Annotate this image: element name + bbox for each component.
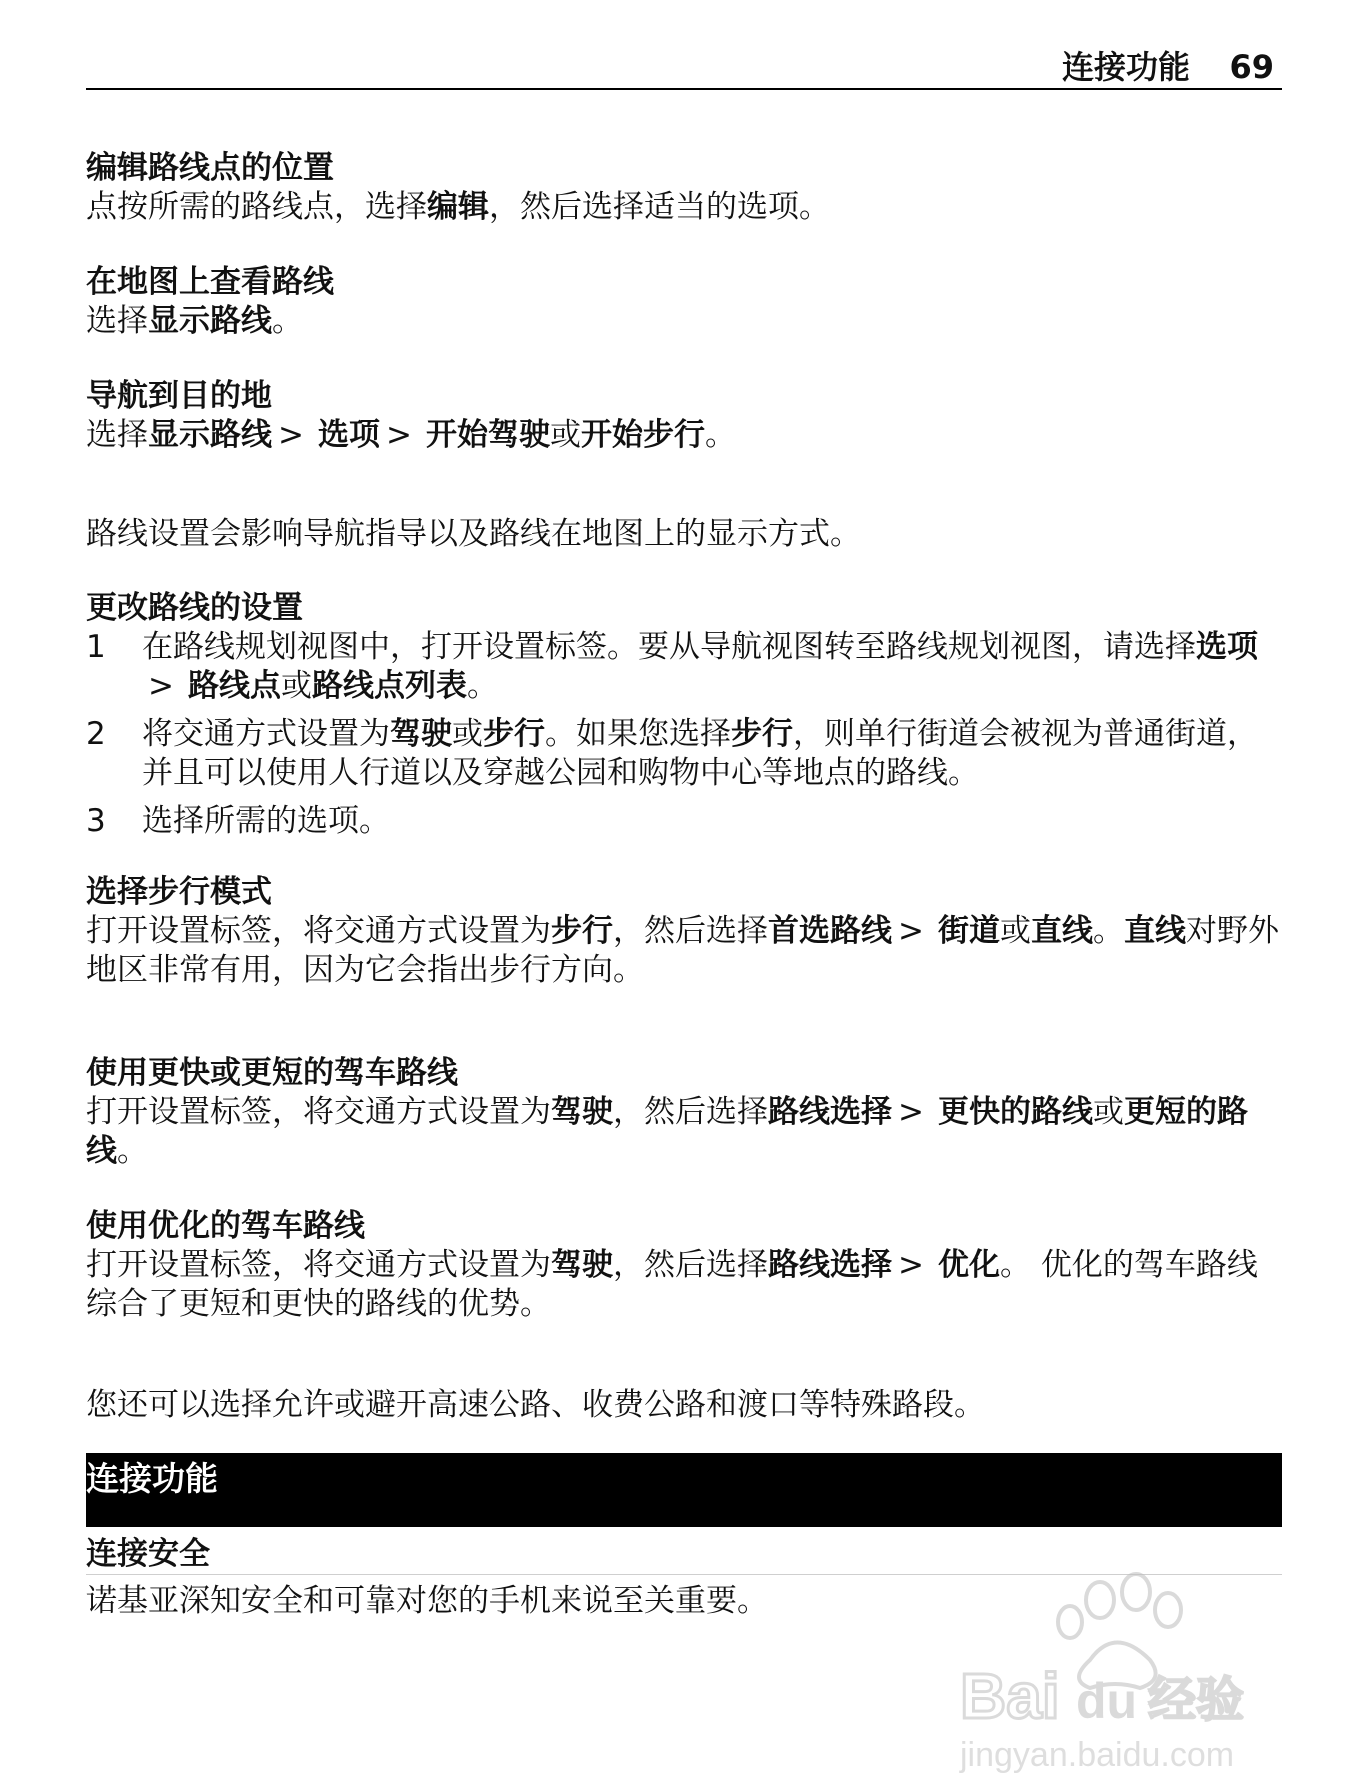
- svg-text:jingyan.baidu.com: jingyan.baidu.com: [960, 1736, 1235, 1774]
- steps-list: [86, 628, 1282, 841]
- section-bar-connectivity: [86, 1453, 1282, 1527]
- section-heading: 编辑路线点的位置: [86, 150, 334, 186]
- avoid-roads-note: 您还可以选择允许或避开高速公路、收费公路和渡口等特殊路段。: [86, 1387, 985, 1423]
- svg-text:du: du: [1076, 1673, 1138, 1729]
- section-view-route: [86, 262, 1282, 341]
- section-body: 选择显示路线。: [86, 303, 303, 339]
- section-bar-title: 连接功能: [86, 1459, 218, 1498]
- section-heading: 更改路线的设置: [86, 590, 303, 626]
- section-heading: 使用更快或更短的驾车路线: [86, 1055, 458, 1091]
- section-heading: 在地图上查看路线: [86, 264, 334, 300]
- section-optimized: [86, 1206, 1282, 1324]
- section-body: 选择显示路线 > 选项 > 开始驾驶或开始步行。: [86, 417, 736, 453]
- section-body: 打开设置标签，将交通方式设置为驾驶，然后选择路线选择 > 优化。 优化的驾车路线综合了更短和更快的路线的优势。: [86, 1247, 1258, 1322]
- section-change-settings: [86, 588, 1282, 850]
- step-number: 1: [86, 629, 106, 665]
- baidu-watermark-logo: [940, 1570, 1280, 1780]
- section-heading: 使用优化的驾车路线: [86, 1208, 365, 1244]
- subsection-heading: 连接安全: [86, 1534, 1282, 1575]
- page-header: [86, 48, 1282, 90]
- section-heading: 选择步行模式: [86, 874, 272, 910]
- svg-text:Bai: Bai: [960, 1660, 1060, 1732]
- section-edit-point: [86, 148, 1282, 227]
- section-body: 打开设置标签，将交通方式设置为驾驶，然后选择路线选择 > 更快的路线或更短的路线。: [86, 1094, 1248, 1169]
- section-walk-mode: [86, 872, 1282, 990]
- list-item: 3 选择所需的选项。: [86, 803, 390, 839]
- step-number: 2: [86, 716, 106, 752]
- section-navigate: [86, 376, 1282, 455]
- section-fast-short: [86, 1053, 1282, 1171]
- step-number: 3: [86, 803, 106, 839]
- section-body: 打开设置标签，将交通方式设置为步行，然后选择首选路线 > 街道或直线。直线对野外地区非常有用，因为它会指出步行方向。: [86, 913, 1279, 988]
- route-settings-intro: 路线设置会影响导航指导以及路线在地图上的显示方式。: [86, 516, 861, 552]
- section-body: 点按所需的路线点，选择编辑，然后选择适当的选项。: [86, 189, 830, 225]
- connectivity-body: 诺基亚深知安全和可靠对您的手机来说至关重要。: [86, 1583, 768, 1619]
- chapter-title: 连接功能: [1061, 48, 1190, 86]
- page-number: 69: [1229, 48, 1274, 86]
- svg-text:经验: 经验: [1148, 1672, 1245, 1728]
- section-heading: 导航到目的地: [86, 378, 272, 414]
- list-item: 1 在路线规划视图中，打开设置标签。要从导航视图转至路线规划视图，请选择选项> 路线点或路线点列表。: [86, 629, 1258, 704]
- list-item: 2 将交通方式设置为驾驶或步行。如果您选择步行，则单行街道会被视为普通街道，并且可以使用人行道以及穿越公园和购物中心等地点的路线。: [86, 716, 1258, 791]
